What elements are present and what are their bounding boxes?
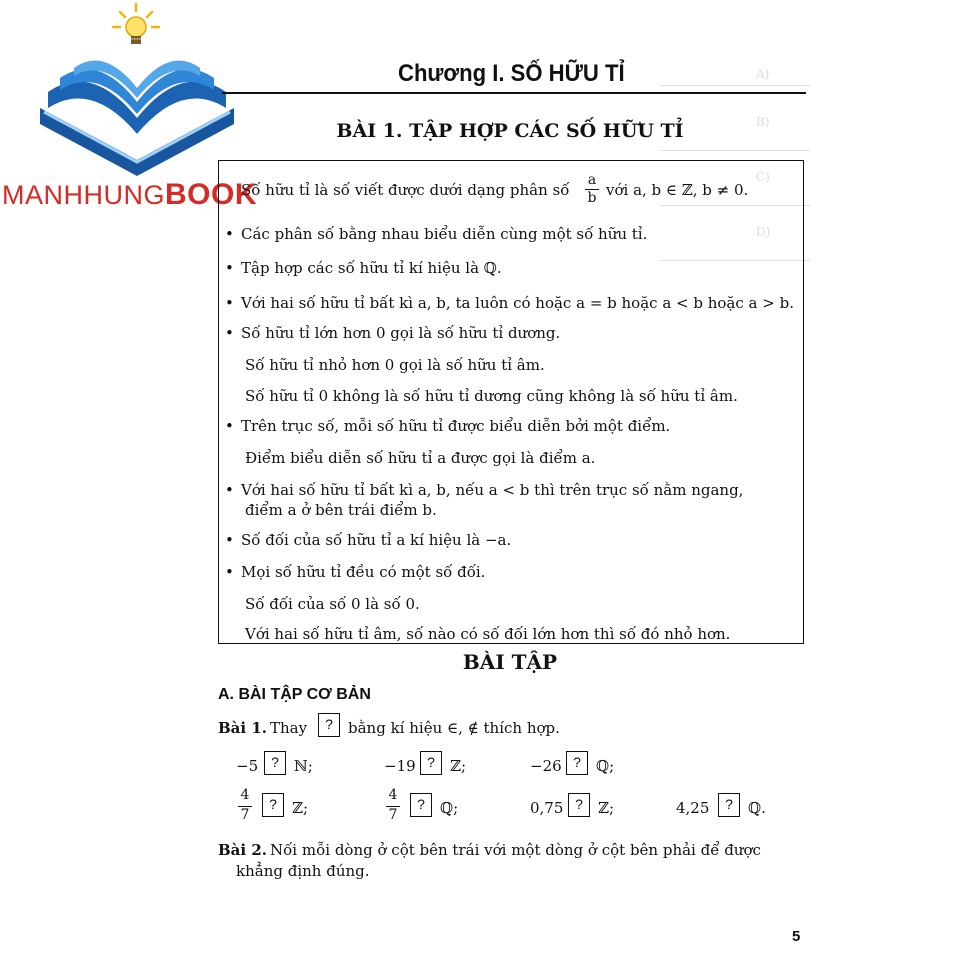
- item-set: ℤ;: [598, 799, 615, 817]
- answer-box[interactable]: ?: [568, 793, 590, 817]
- chapter-divider: [222, 92, 806, 94]
- item-value: −5: [236, 757, 259, 775]
- theory-line: Số hữu tỉ 0 không là số hữu tỉ dương cũng không là số hữu tỉ âm.: [245, 387, 738, 405]
- theory-line: Với hai số hữu tỉ bất kì a, b, ta luôn có hoặc a = b hoặc a < b hoặc a > b.: [241, 294, 794, 312]
- exercise-2-text: Nối mỗi dòng ở cột bên trái với một dòng ở cột bên phải để được: [270, 841, 761, 859]
- chapter-title: Chương I. SỐ HỮU TỈ: [398, 60, 625, 87]
- theory-line: Với hai số hữu tỉ âm, số nào có số đối lớn hơn thì số đó nhỏ hơn.: [245, 625, 731, 643]
- item-set: ℤ;: [450, 757, 467, 775]
- lesson-title: BÀI 1. TẬP HỢP CÁC SỐ HỮU TỈ: [336, 120, 684, 142]
- bullet-icon: •: [225, 481, 234, 499]
- exercise-1-label: Bài 1.: [218, 719, 267, 737]
- theory-box: [218, 160, 804, 644]
- answer-box[interactable]: ?: [264, 751, 286, 775]
- brand-part2: BOOK: [165, 178, 257, 211]
- answer-box[interactable]: ?: [566, 751, 588, 775]
- answer-box[interactable]: ?: [718, 793, 740, 817]
- item-value: −26: [530, 757, 562, 775]
- answer-placeholder-box: ?: [318, 713, 340, 737]
- brand-part1: MANHHUNG: [2, 180, 165, 210]
- bullet-icon: •: [225, 417, 234, 435]
- theory-line: Số đối của số 0 là số 0.: [245, 595, 420, 613]
- exercise-2-label: Bài 2.: [218, 841, 267, 859]
- fraction-numerator: a: [587, 172, 597, 188]
- fraction-4-7: [238, 787, 252, 823]
- theory-line: Với hai số hữu tỉ bất kì a, b, nếu a < b thì trên trục số nằm ngang,: [241, 481, 744, 499]
- theory-line: Số hữu tỉ là số viết được dưới dạng phân số: [241, 181, 570, 199]
- fraction-a-b: [585, 172, 599, 206]
- theory-line: Tập hợp các số hữu tỉ kí hiệu là ℚ.: [241, 259, 502, 277]
- theory-line: Trên trục số, mỗi số hữu tỉ được biểu diễn bởi một điểm.: [241, 417, 671, 435]
- fraction-denominator: b: [587, 190, 597, 206]
- item-value: 0,75: [530, 799, 564, 817]
- item-set: ℚ;: [440, 799, 459, 817]
- bullet-icon: •: [225, 531, 234, 549]
- fraction-4-7: [386, 787, 400, 823]
- theory-line: Điểm biểu diễn số hữu tỉ a được gọi là điểm a.: [245, 449, 596, 467]
- fraction-denominator: 7: [240, 807, 250, 823]
- item-value: −19: [384, 757, 416, 775]
- theory-line: Số hữu tỉ lớn hơn 0 gọi là số hữu tỉ dương.: [241, 324, 561, 342]
- item-value: 4,25: [676, 799, 710, 817]
- bullet-icon: •: [225, 225, 234, 243]
- item-set: ℚ.: [748, 799, 766, 817]
- exercise-2-text: khẳng định đúng.: [236, 862, 370, 880]
- ghost-text: B): [756, 115, 770, 129]
- bullet-icon: •: [225, 324, 234, 342]
- fraction-numerator: 4: [388, 787, 398, 803]
- theory-line: Số hữu tỉ nhỏ hơn 0 gọi là số hữu tỉ âm.: [245, 356, 545, 374]
- item-set: ℤ;: [292, 799, 309, 817]
- theory-line: Các phân số bằng nhau biểu diễn cùng một số hữu tỉ.: [241, 225, 648, 243]
- answer-box[interactable]: ?: [262, 793, 284, 817]
- bullet-icon: •: [225, 294, 234, 312]
- ghost-text: C): [756, 170, 770, 184]
- answer-box[interactable]: ?: [420, 751, 442, 775]
- theory-line: Số đối của số hữu tỉ a kí hiệu là −a.: [241, 531, 512, 549]
- exercises-title: BÀI TẬP: [462, 650, 558, 674]
- ghost-text: D): [756, 225, 771, 239]
- bullet-icon: •: [225, 259, 234, 277]
- theory-line: Mọi số hữu tỉ đều có một số đối.: [241, 563, 486, 581]
- bullet-icon: •: [225, 563, 234, 581]
- fraction-numerator: 4: [240, 787, 250, 803]
- exercise-1-pre: Thay: [270, 719, 308, 737]
- item-set: ℕ;: [294, 757, 313, 775]
- answer-box[interactable]: ?: [410, 793, 432, 817]
- fraction-denominator: 7: [388, 807, 398, 823]
- theory-line: với a, b ∈ ℤ, b ≠ 0.: [606, 181, 749, 199]
- section-a-title: A. BÀI TẬP CƠ BẢN: [218, 686, 371, 703]
- item-set: ℚ;: [596, 757, 615, 775]
- exercise-1-instruction: bằng kí hiệu ∈, ∉ thích hợp.: [348, 719, 560, 737]
- page-number: 5: [792, 928, 801, 945]
- theory-line: điểm a ở bên trái điểm b.: [245, 501, 437, 519]
- ghost-text: A): [756, 67, 770, 81]
